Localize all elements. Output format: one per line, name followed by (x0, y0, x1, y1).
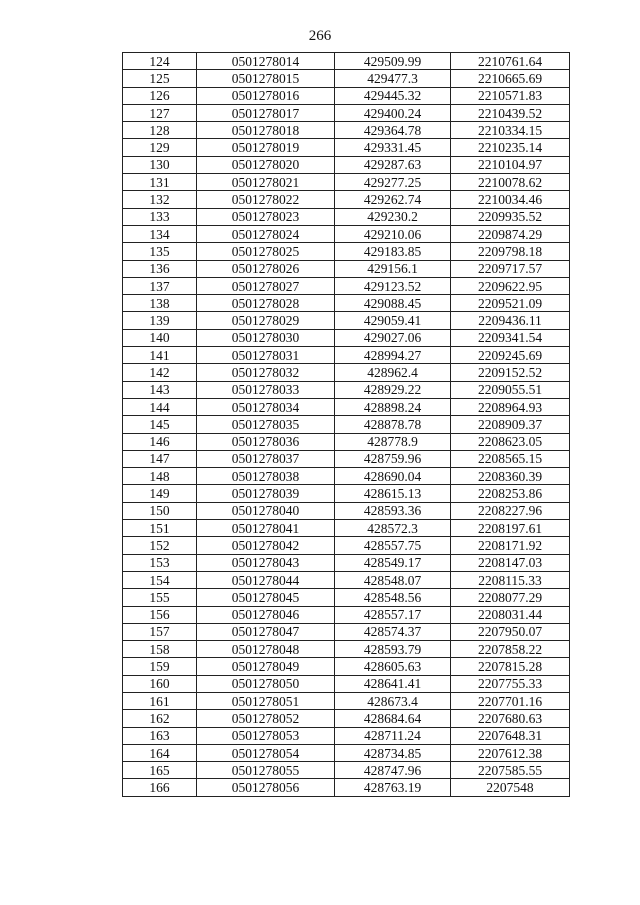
table-row (123, 191, 570, 208)
y-coordinate-cell: 2209436.11 (451, 312, 570, 329)
table-row (123, 277, 570, 294)
point-number-cell: 126 (123, 87, 197, 104)
x-coordinate-cell: 429027.06 (335, 329, 451, 346)
table-row (123, 641, 570, 658)
y-coordinate-cell: 2210034.46 (451, 191, 570, 208)
x-coordinate-cell: 428641.41 (335, 675, 451, 692)
point-number-cell: 144 (123, 398, 197, 415)
point-number-cell: 139 (123, 312, 197, 329)
y-coordinate-cell: 2210334.15 (451, 122, 570, 139)
point-number-cell: 165 (123, 762, 197, 779)
y-coordinate-cell: 2208964.93 (451, 398, 570, 415)
point-code-cell: 0501278055 (197, 762, 335, 779)
point-code-cell: 0501278044 (197, 571, 335, 588)
y-coordinate-cell: 2207680.63 (451, 710, 570, 727)
table-row (123, 70, 570, 87)
point-number-cell: 163 (123, 727, 197, 744)
x-coordinate-cell: 428557.17 (335, 606, 451, 623)
table-row (123, 381, 570, 398)
table-row (123, 606, 570, 623)
x-coordinate-cell: 428763.19 (335, 779, 451, 796)
point-number-cell: 157 (123, 623, 197, 640)
point-code-cell: 0501278047 (197, 623, 335, 640)
point-code-cell: 0501278037 (197, 450, 335, 467)
y-coordinate-cell: 2209874.29 (451, 225, 570, 242)
point-code-cell: 0501278028 (197, 295, 335, 312)
table-row (123, 658, 570, 675)
point-number-cell: 136 (123, 260, 197, 277)
point-code-cell: 0501278029 (197, 312, 335, 329)
point-code-cell: 0501278049 (197, 658, 335, 675)
point-number-cell: 166 (123, 779, 197, 796)
y-coordinate-cell: 2210761.64 (451, 53, 570, 70)
point-number-cell: 147 (123, 450, 197, 467)
table-row (123, 520, 570, 537)
x-coordinate-cell: 429059.41 (335, 312, 451, 329)
x-coordinate-cell: 428994.27 (335, 347, 451, 364)
table-row (123, 571, 570, 588)
y-coordinate-cell: 2209055.51 (451, 381, 570, 398)
table-row (123, 692, 570, 709)
point-code-cell: 0501278046 (197, 606, 335, 623)
y-coordinate-cell: 2208227.96 (451, 502, 570, 519)
point-code-cell: 0501278025 (197, 243, 335, 260)
table-row (123, 623, 570, 640)
x-coordinate-cell: 429287.63 (335, 156, 451, 173)
point-code-cell: 0501278018 (197, 122, 335, 139)
y-coordinate-cell: 2210571.83 (451, 87, 570, 104)
y-coordinate-cell: 2208031.44 (451, 606, 570, 623)
x-coordinate-cell: 428572.3 (335, 520, 451, 537)
table-row (123, 53, 570, 70)
table-row (123, 312, 570, 329)
x-coordinate-cell: 428734.85 (335, 744, 451, 761)
x-coordinate-cell: 428557.75 (335, 537, 451, 554)
point-code-cell: 0501278052 (197, 710, 335, 727)
point-code-cell: 0501278020 (197, 156, 335, 173)
x-coordinate-cell: 429210.06 (335, 225, 451, 242)
x-coordinate-cell: 428690.04 (335, 468, 451, 485)
x-coordinate-cell: 428593.79 (335, 641, 451, 658)
point-code-cell: 0501278039 (197, 485, 335, 502)
table-row (123, 502, 570, 519)
x-coordinate-cell: 429400.24 (335, 104, 451, 121)
y-coordinate-cell: 2208171.92 (451, 537, 570, 554)
y-coordinate-cell: 2209717.57 (451, 260, 570, 277)
point-code-cell: 0501278056 (197, 779, 335, 796)
point-code-cell: 0501278033 (197, 381, 335, 398)
x-coordinate-cell: 429277.25 (335, 174, 451, 191)
table-row (123, 416, 570, 433)
point-code-cell: 0501278041 (197, 520, 335, 537)
point-number-cell: 145 (123, 416, 197, 433)
point-number-cell: 161 (123, 692, 197, 709)
point-number-cell: 154 (123, 571, 197, 588)
point-number-cell: 143 (123, 381, 197, 398)
point-number-cell: 155 (123, 589, 197, 606)
table-row (123, 225, 570, 242)
table-row (123, 260, 570, 277)
table-row (123, 364, 570, 381)
table-row (123, 433, 570, 450)
y-coordinate-cell: 2209622.95 (451, 277, 570, 294)
point-number-cell: 134 (123, 225, 197, 242)
x-coordinate-cell: 428548.56 (335, 589, 451, 606)
point-number-cell: 130 (123, 156, 197, 173)
x-coordinate-cell: 429183.85 (335, 243, 451, 260)
point-number-cell: 164 (123, 744, 197, 761)
y-coordinate-cell: 2207755.33 (451, 675, 570, 692)
table-row (123, 468, 570, 485)
table-row (123, 675, 570, 692)
y-coordinate-cell: 2208253.86 (451, 485, 570, 502)
x-coordinate-cell: 428673.4 (335, 692, 451, 709)
table-row (123, 589, 570, 606)
point-number-cell: 135 (123, 243, 197, 260)
y-coordinate-cell: 2207585.55 (451, 762, 570, 779)
x-coordinate-cell: 429088.45 (335, 295, 451, 312)
point-code-cell: 0501278017 (197, 104, 335, 121)
x-coordinate-cell: 429156.1 (335, 260, 451, 277)
table-row (123, 450, 570, 467)
point-number-cell: 127 (123, 104, 197, 121)
point-number-cell: 152 (123, 537, 197, 554)
y-coordinate-cell: 2208077.29 (451, 589, 570, 606)
point-code-cell: 0501278053 (197, 727, 335, 744)
table-row (123, 398, 570, 415)
point-number-cell: 131 (123, 174, 197, 191)
table-row (123, 727, 570, 744)
point-code-cell: 0501278015 (197, 70, 335, 87)
point-number-cell: 138 (123, 295, 197, 312)
point-code-cell: 0501278031 (197, 347, 335, 364)
x-coordinate-cell: 428615.13 (335, 485, 451, 502)
y-coordinate-cell: 2207648.31 (451, 727, 570, 744)
x-coordinate-cell: 428878.78 (335, 416, 451, 433)
point-code-cell: 0501278024 (197, 225, 335, 242)
table-row (123, 762, 570, 779)
y-coordinate-cell: 2207950.07 (451, 623, 570, 640)
table-row (123, 104, 570, 121)
table-row (123, 156, 570, 173)
point-number-cell: 133 (123, 208, 197, 225)
x-coordinate-cell: 428574.37 (335, 623, 451, 640)
y-coordinate-cell: 2207612.38 (451, 744, 570, 761)
point-number-cell: 148 (123, 468, 197, 485)
point-number-cell: 140 (123, 329, 197, 346)
y-coordinate-cell: 2210104.97 (451, 156, 570, 173)
table-row (123, 329, 570, 346)
x-coordinate-cell: 428549.17 (335, 554, 451, 571)
table-row (123, 243, 570, 260)
x-coordinate-cell: 429331.45 (335, 139, 451, 156)
point-code-cell: 0501278021 (197, 174, 335, 191)
point-number-cell: 141 (123, 347, 197, 364)
y-coordinate-cell: 2209935.52 (451, 208, 570, 225)
point-number-cell: 153 (123, 554, 197, 571)
table-row (123, 347, 570, 364)
y-coordinate-cell: 2208909.37 (451, 416, 570, 433)
point-number-cell: 137 (123, 277, 197, 294)
point-number-cell: 158 (123, 641, 197, 658)
table-row (123, 537, 570, 554)
table-row (123, 554, 570, 571)
point-code-cell: 0501278034 (197, 398, 335, 415)
coordinates-table (122, 52, 570, 797)
point-number-cell: 129 (123, 139, 197, 156)
x-coordinate-cell: 428898.24 (335, 398, 451, 415)
point-number-cell: 160 (123, 675, 197, 692)
x-coordinate-cell: 429509.99 (335, 53, 451, 70)
y-coordinate-cell: 2210439.52 (451, 104, 570, 121)
y-coordinate-cell: 2208115.33 (451, 571, 570, 588)
table-row (123, 87, 570, 104)
y-coordinate-cell: 2210078.62 (451, 174, 570, 191)
y-coordinate-cell: 2208565.15 (451, 450, 570, 467)
x-coordinate-cell: 429364.78 (335, 122, 451, 139)
table-row (123, 122, 570, 139)
point-code-cell: 0501278038 (197, 468, 335, 485)
point-code-cell: 0501278043 (197, 554, 335, 571)
point-code-cell: 0501278027 (197, 277, 335, 294)
y-coordinate-cell: 2209341.54 (451, 329, 570, 346)
point-number-cell: 149 (123, 485, 197, 502)
point-code-cell: 0501278050 (197, 675, 335, 692)
point-number-cell: 151 (123, 520, 197, 537)
point-code-cell: 0501278030 (197, 329, 335, 346)
x-coordinate-cell: 428684.64 (335, 710, 451, 727)
x-coordinate-cell: 428593.36 (335, 502, 451, 519)
point-code-cell: 0501278048 (197, 641, 335, 658)
point-code-cell: 0501278019 (197, 139, 335, 156)
table-body (123, 53, 570, 797)
x-coordinate-cell: 429445.32 (335, 87, 451, 104)
point-code-cell: 0501278054 (197, 744, 335, 761)
x-coordinate-cell: 428759.96 (335, 450, 451, 467)
table-row (123, 174, 570, 191)
point-number-cell: 146 (123, 433, 197, 450)
x-coordinate-cell: 428747.96 (335, 762, 451, 779)
y-coordinate-cell: 2210235.14 (451, 139, 570, 156)
y-coordinate-cell: 2207858.22 (451, 641, 570, 658)
table-row (123, 208, 570, 225)
page-number: 266 (308, 28, 332, 44)
point-code-cell: 0501278040 (197, 502, 335, 519)
x-coordinate-cell: 428711.24 (335, 727, 451, 744)
point-code-cell: 0501278032 (197, 364, 335, 381)
table-row (123, 779, 570, 796)
y-coordinate-cell: 2208147.03 (451, 554, 570, 571)
x-coordinate-cell: 428962.4 (335, 364, 451, 381)
x-coordinate-cell: 428929.22 (335, 381, 451, 398)
table-row (123, 295, 570, 312)
point-code-cell: 0501278036 (197, 433, 335, 450)
x-coordinate-cell: 429123.52 (335, 277, 451, 294)
point-code-cell: 0501278042 (197, 537, 335, 554)
point-number-cell: 132 (123, 191, 197, 208)
table-row (123, 744, 570, 761)
y-coordinate-cell: 2209521.09 (451, 295, 570, 312)
point-code-cell: 0501278014 (197, 53, 335, 70)
point-number-cell: 162 (123, 710, 197, 727)
y-coordinate-cell: 2207548 (451, 779, 570, 796)
table-row (123, 710, 570, 727)
x-coordinate-cell: 429230.2 (335, 208, 451, 225)
y-coordinate-cell: 2207815.28 (451, 658, 570, 675)
y-coordinate-cell: 2209798.18 (451, 243, 570, 260)
point-number-cell: 142 (123, 364, 197, 381)
point-number-cell: 156 (123, 606, 197, 623)
point-code-cell: 0501278051 (197, 692, 335, 709)
x-coordinate-cell: 429477.3 (335, 70, 451, 87)
table-row (123, 139, 570, 156)
point-code-cell: 0501278035 (197, 416, 335, 433)
point-code-cell: 0501278026 (197, 260, 335, 277)
point-code-cell: 0501278022 (197, 191, 335, 208)
y-coordinate-cell: 2207701.16 (451, 692, 570, 709)
table-row (123, 485, 570, 502)
y-coordinate-cell: 2208197.61 (451, 520, 570, 537)
point-code-cell: 0501278045 (197, 589, 335, 606)
x-coordinate-cell: 428605.63 (335, 658, 451, 675)
y-coordinate-cell: 2208360.39 (451, 468, 570, 485)
x-coordinate-cell: 429262.74 (335, 191, 451, 208)
point-code-cell: 0501278023 (197, 208, 335, 225)
x-coordinate-cell: 428778.9 (335, 433, 451, 450)
y-coordinate-cell: 2209152.52 (451, 364, 570, 381)
point-number-cell: 124 (123, 53, 197, 70)
point-code-cell: 0501278016 (197, 87, 335, 104)
point-number-cell: 125 (123, 70, 197, 87)
point-number-cell: 150 (123, 502, 197, 519)
y-coordinate-cell: 2210665.69 (451, 70, 570, 87)
point-number-cell: 128 (123, 122, 197, 139)
y-coordinate-cell: 2208623.05 (451, 433, 570, 450)
y-coordinate-cell: 2209245.69 (451, 347, 570, 364)
x-coordinate-cell: 428548.07 (335, 571, 451, 588)
point-number-cell: 159 (123, 658, 197, 675)
